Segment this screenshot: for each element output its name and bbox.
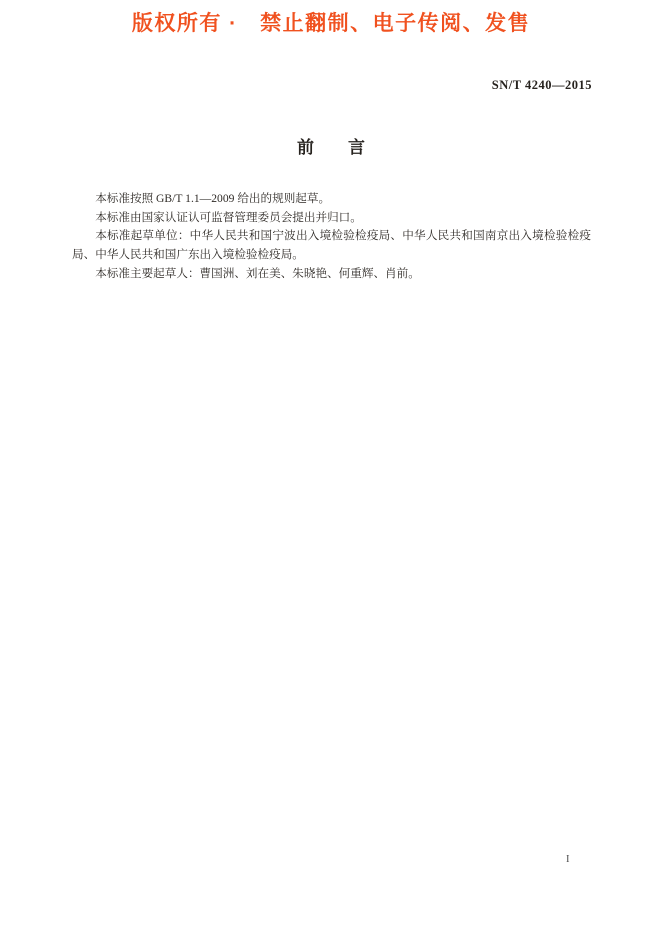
- copyright-notice: 版权所有 · 禁止翻制、电子传阅、发售: [131, 12, 531, 35]
- foreword-paragraph-drafting-rules: 本标准按照 GB/T 1.1—2009 给出的规则起草。: [95, 192, 331, 205]
- foreword-paragraph-drafting-organizations: 本标准起草单位：中华人民共和国宁波出入境检验检疫局、中华人民共和国南京出入境检验检疫局、中华人民共和国广东出入境检验检疫局。: [72, 229, 591, 262]
- foreword-paragraph-main-drafters: 本标准主要起草人：曹国洲、刘在美、朱晓艳、何重辉、肖前。: [95, 266, 420, 280]
- standard-number: SN/T 4240—2015: [491, 78, 592, 92]
- foreword-body: [72, 190, 591, 284]
- foreword-title: 前 言: [297, 138, 365, 157]
- foreword-paragraph-proposed-by: 本标准由国家认证认可监督管理委员会提出并归口。: [95, 210, 362, 224]
- page-number: I: [566, 854, 570, 865]
